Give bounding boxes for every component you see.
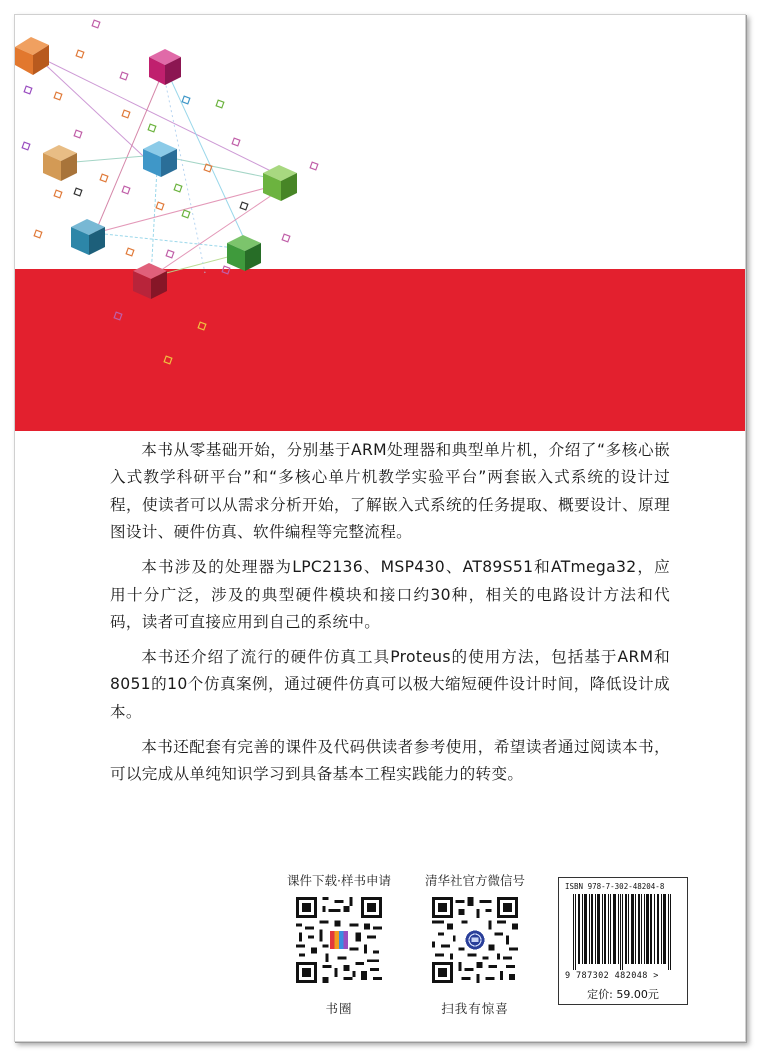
qr-block-wechat — [415, 871, 535, 1017]
blurb-paragraph: 本书还配套有完善的课件及代码供读者参考使用，希望读者通过阅读本书，可以完成从单纯知识学习到具备基本工程实践能力的转变。 — [110, 737, 670, 784]
qr-caption: 课件下载·样书申请 — [287, 873, 391, 888]
qr-block-courseware — [279, 871, 399, 1017]
isbn-barcode-box — [558, 877, 688, 1005]
qr-label: 扫我有惊喜 — [441, 1001, 509, 1016]
book-logo-icon — [330, 931, 348, 949]
price-label: 定价: 59.00元 — [587, 988, 659, 1001]
blurb-paragraph: 本书从零基础开始，分别基于ARM处理器和典型单片机，介绍了“多核心嵌入式教学科研平台”和“多核心单片机教学实验平台”两套嵌入式系统的设计过程，使读者可以从需求分析开始，了解嵌入式系统的任务提取、概要设计、原理图设计、硬件仿真、软件编程等完整流程。 — [110, 441, 670, 542]
qr-caption: 清华社官方微信号 — [424, 873, 525, 888]
isbn-digits: 9 787302 482048 > — [565, 971, 659, 981]
book-back-cover — [14, 14, 746, 1042]
blurb-paragraph: 本书涉及的处理器为LPC2136、MSP430、AT89S51和ATmega32，应用十分广泛，涉及的典型硬件模块和接口约30种，相关的电路设计方法和代码，读者可直接应用到自己的系统中。 — [110, 558, 670, 632]
blurb-paragraph: 本书还介绍了流行的硬件仿真工具Proteus的使用方法，包括基于ARM和8051的10个仿真案例，通过硬件仿真可以极大缩短硬件设计时间，降低设计成本。 — [110, 648, 670, 721]
cube-green — [263, 165, 297, 201]
cube-network-illustration — [15, 15, 345, 385]
cube-blue — [143, 141, 177, 177]
qr-label: 书圈 — [325, 1001, 353, 1016]
qr-code-wechat[interactable] — [432, 897, 518, 983]
barcode — [573, 894, 673, 970]
cube-dark-green — [227, 235, 261, 271]
isbn-text: ISBN 978-7-302-48204-8 — [565, 882, 665, 891]
cube-magenta — [149, 49, 181, 85]
press-seal-icon — [466, 931, 485, 950]
cube-orange — [15, 37, 49, 75]
cube-crimson — [133, 263, 167, 299]
qr-code-courseware[interactable] — [296, 897, 382, 983]
cube-tan — [43, 145, 77, 181]
cube-teal — [71, 219, 105, 255]
back-cover-blurb — [110, 437, 670, 796]
